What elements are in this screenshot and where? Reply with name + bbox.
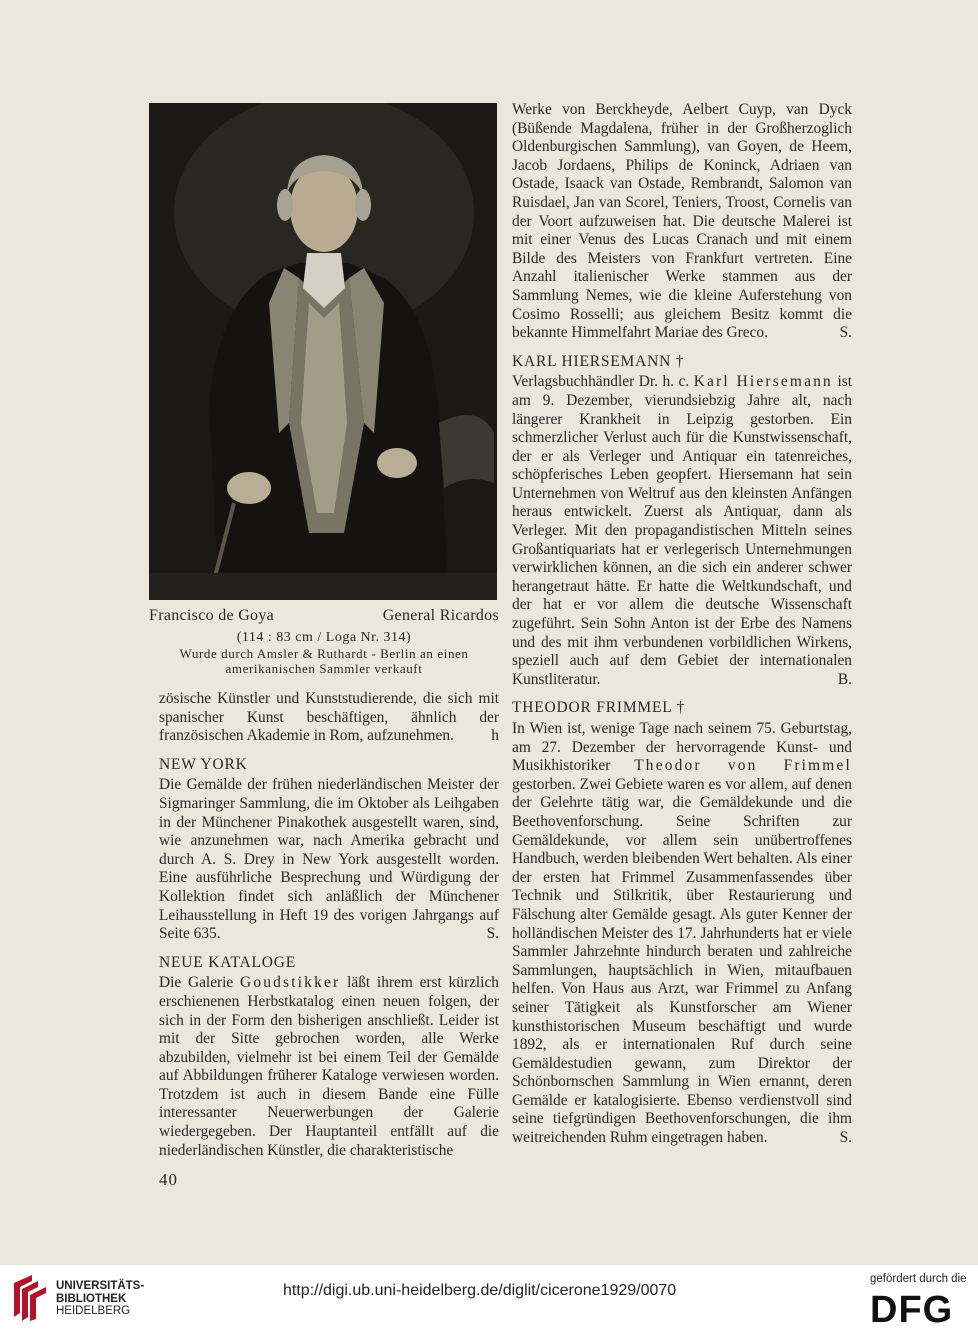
- neue-kataloge-text-a: Die Galerie: [159, 974, 234, 992]
- new-york-text: Die Gemälde der frühen niederländischen Meister der Sigmaringer Sammlung, die im Oktober als Leihgaben in der Münchener Pinakothek ausgestellt waren, sind, wie anzunehmen war, nach Amerika gebracht und durch A. S. Drey in New York ausgestellt worden. Eine ausführliche Besprechung und Würdigung der Kollektion findet sich anläßlich der Münchener Leihausstellung in Heft 19 des vorigen Jahrgangs auf Seite 635.: [159, 776, 499, 943]
- neue-kataloge-text-b: läßt ihrem erst kürzlich erschienenen Herbstkatalog einen neuen folgen, der sich in der Form den bisherigen anschließt. Leider ist mit der Sitte gebrochen worden, alle Werke abzubilden, vielmehr ist bei einem Teil der Gemälde auf Abbildungen früherer Kataloge verwiesen worden. Trotzdem ist auch in diesem Bande eine Fülle interessanter Neuerwerbungen der Galerie wiedergegeben. Der Hauptanteil entfällt auf die niederländischen Künstler, die charakteristische: [159, 974, 499, 1159]
- caption-note-line1: Wurde durch Amsler & Ruthardt - Berlin an einen: [179, 646, 469, 661]
- library-line3: HEIDELBERG: [56, 1305, 131, 1317]
- dfg-logo[interactable]: DFG: [870, 1289, 954, 1331]
- page-number: 40: [159, 1170, 178, 1189]
- frimmel-name: Theodor von Frimmel: [634, 757, 852, 775]
- new-york-paragraph: [159, 776, 499, 943]
- caption-title-line: [149, 607, 499, 625]
- hiersemann-text-a: Verlagsbuchhändler Dr. h. c.: [512, 373, 690, 391]
- permalink-url[interactable]: http://digi.ub.uni-heidelberg.de/diglit/cicerone1929/0070: [283, 1282, 677, 1299]
- heading-neue-kataloge: NEUE KATALOGE: [159, 953, 297, 971]
- right-column: [512, 101, 852, 1148]
- hiersemann-paragraph: [512, 373, 852, 689]
- left-column: [159, 690, 499, 1160]
- hiersemann-text-b: ist am 9. Dezember, vierundsiebzig Jahre alt, nach längerer Krankheit in Leipzig gestorben. Ein schmerzlicher Verlust auch für die Kunstwissenschaft, der er als Verleger und Antiquar ein tatenreiches, schöpferisches Leben geopfert. Hiersemann hat sein Unternehmen von Weltruf aus den kleinsten Anfängen heraus entwickelt. Zuerst als Antiquar, dann als Verleger. Mit den propagandistischen Mitteln seines Großantiquariats hat er verlegerisch Unternehmungen verwirklichen können, an die sich ein anderer schwer herangetraut hätte. Er hatte die Weltkundschaft, und der hat er vor allem die deutsche Wissenschaft zugeführt. Sein Sohn Anton ist der Erbe des Namens und des mit ihm verbundenen vorbildlichen Wirkens, speziell auch auf dem Gebiet der internationalen Kunstliteratur.: [512, 373, 852, 688]
- continuation-signature: S.: [839, 324, 852, 342]
- new-york-signature: S.: [486, 925, 499, 943]
- intro-signature: h: [491, 727, 499, 745]
- caption-note-line2: amerikanischen Sammler verkauft: [225, 661, 423, 676]
- caption-dimensions: (114 : 83 cm / Loga Nr. 314): [236, 630, 412, 645]
- funded-by-label: gefördert durch die: [870, 1273, 967, 1285]
- frimmel-signature: S.: [839, 1129, 852, 1147]
- digitization-footer: [0, 1265, 978, 1335]
- university-library-name[interactable]: [56, 1280, 144, 1318]
- frimmel-text-b: gestorben. Zwei Gebiete waren es vor allem, auf denen der Gelehrte tätig war, die Gemäldekunde und die Beethovenforschung. Seine Schriften zur Gemäldekunde, vor allem sein unübertroffenes Handbuch, werden bleibenden Wert behalten. Als einer der ersten hat Frimmel Zusammenfassendes über Technik und Stilkritik, über Restaurierung und Fälschung alter Gemälde gesagt. Als guter Kenner der holländischen Meister des 17. Jahrhunderts hat er viele Sammler Jahrzehnte hindurch beraten und zahlreiche Sammlungen, hauptsächlich in Wien, mitaufbauen helfen. Von Haus aus Arzt, war Frimmel zu Anfang seiner Tätigkeit als Kunstforscher am Wiener kunsthistorischen Museum beschäftigt und wurde 1892, als er internationalen Ruf durch seine Gemäldestudien gewann, zum Direktor der Schönbornschen Sammlung in Wien ernannt, deren Gemälde er katalogisierte. Ebenso verdienstvoll sind seine tiefgründigen Beethovenforschungen, die ihm weitreichenden Ruhm eingetragen haben.: [512, 775, 852, 1147]
- continuation-paragraph: [512, 101, 852, 343]
- library-line2: BIBLIOTHEK: [56, 1292, 127, 1305]
- heading-theodor-frimmel: THEODOR FRIMMEL †: [512, 699, 686, 717]
- caption-note: [149, 646, 499, 676]
- caption-title: General Ricardos: [382, 607, 499, 624]
- frimmel-paragraph: [512, 720, 852, 1148]
- intro-paragraph: [159, 690, 499, 746]
- frimmel-text-a: In Wien ist, wenige Tage nach seinem 75. Geburtstag, am 27. Dezember der hervorragende Kunst- und Musikhistoriker: [512, 720, 852, 775]
- intro-text: zösische Künstler und Kunststudierende, die sich mit spanischer Kunst beschäftigen, ähnlich der französischen Akademie in Rom, aufzunehmen.: [159, 690, 499, 745]
- university-library-logo-icon[interactable]: [10, 1273, 50, 1323]
- caption-artist: Francisco de Goya: [149, 607, 275, 624]
- portrait-painting: [149, 103, 497, 600]
- heading-new-york: NEW YORK: [159, 755, 248, 773]
- neue-kataloge-name: Goudstikker: [240, 974, 341, 992]
- hiersemann-name: Karl Hiersemann: [693, 373, 833, 391]
- heading-karl-hiersemann: KARL HIERSEMANN †: [512, 352, 685, 370]
- continuation-text: Werke von Berckheyde, Aelbert Cuyp, van Dyck (Büßende Magdalena, früher in der Großherzoglich Oldenburgischen Sammlung), van Goyen, de Heem, Jacob Jordaens, Philips de Koninck, Adriaen van Ostade, Isaack van Ostade, Rembrandt, Salomon van Ruisdael, Jan van Scorel, Teniers, Troost, Cornelis van der Voort aufzuweisen hat. Die deutsche Malerei ist mit einer Venus des Lucas Cranach und mit einem Bilde des Meisters von Frankfurt vertreten. Eine Anzahl italienischer Werke stammen aus der Sammlung Nemes, wie die kleine Auferstehung von Cosimo Rosselli; aus gleichem Besitz kommt die bekannte Himmelfahrt Mariae des Greco.: [512, 101, 852, 342]
- hiersemann-signature: B.: [837, 670, 852, 688]
- neue-kataloge-paragraph: [159, 974, 499, 1160]
- library-line1: UNIVERSITÄTS-: [56, 1280, 145, 1292]
